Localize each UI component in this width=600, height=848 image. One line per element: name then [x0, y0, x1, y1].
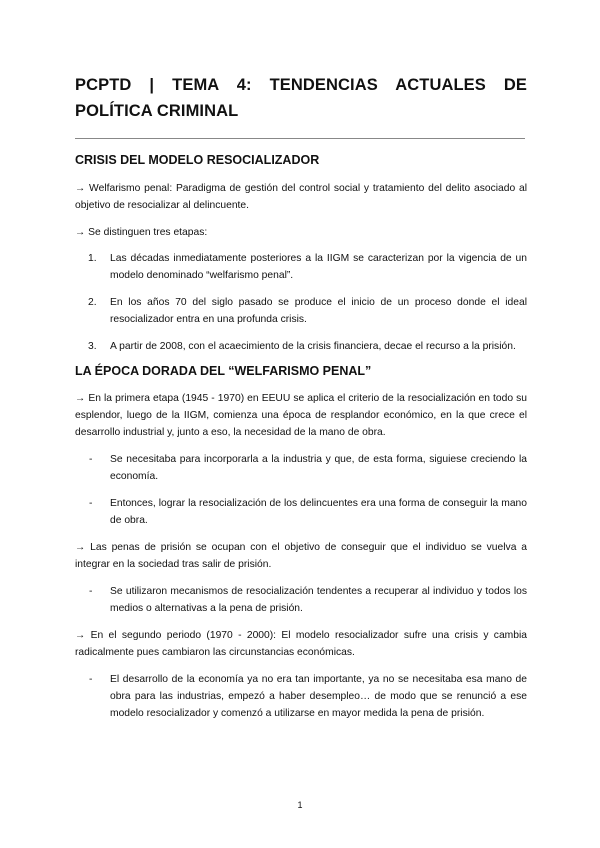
list-marker: 2. — [88, 297, 97, 308]
paragraph-welfarismo: → Welfarismo penal: Paradigma de gestión del control social y tratamiento del delito asociado al objetivo de resocializar al delincuente. — [75, 183, 527, 211]
list-marker: - — [89, 498, 93, 509]
list-marker: 1. — [88, 253, 97, 264]
bullet-list-3 — [75, 671, 527, 722]
list-item-text: El desarrollo de la economía ya no era tan importante, ya no se necesitaba esa mano de obra para las industrias, empezó a haber desempleo… de modo que se renunció a ese modelo resocializador y comenzó a utilizarse en mayor medida la pena de prisión. — [110, 674, 527, 719]
list-marker: - — [89, 454, 93, 465]
list-marker: 3. — [88, 341, 97, 352]
document-body — [75, 148, 527, 722]
list-item — [75, 495, 527, 529]
section-heading-epoca-dorada: LA ÉPOCA DORADA DEL “WELFARISMO PENAL” — [75, 364, 372, 378]
list-item-text: Las décadas inmediatamente posteriores a la IIGM se caracterizan por la vigencia de un modelo denominado “welfarismo penal”. — [110, 253, 527, 281]
paragraph-primera-etapa: → En la primera etapa (1945 - 1970) en EEUU se aplica el criterio de la resocialización en todo su esplendor, luego de la IIGM, comienza una época de resplandor económico, en la que crece el desarrollo industrial y, junto a eso, la necesidad de la mano de obra. — [75, 393, 527, 438]
section-heading-crisis: CRISIS DEL MODELO RESOCIALIZADOR — [75, 153, 320, 167]
document-title: PCPTD | TEMA 4: TENDENCIAS ACTUALES DE POLÍTICA CRIMINAL — [75, 76, 527, 120]
list-item-text: Se necesitaba para incorporarla a la industria y que, de esta forma, siguiese creciendo la economía. — [110, 454, 527, 482]
list-item — [75, 338, 527, 355]
paragraph-etapas-lead: → Se distinguen tres etapas: — [75, 227, 208, 238]
list-item — [75, 451, 527, 485]
page-number: 1 — [297, 800, 303, 810]
bullet-list-2 — [75, 583, 527, 617]
list-marker: - — [89, 586, 93, 597]
stages-list — [75, 250, 527, 355]
title-divider — [75, 138, 525, 139]
list-item — [75, 583, 527, 617]
bullet-list-1 — [75, 451, 527, 529]
list-item — [75, 250, 527, 284]
paragraph-segundo-periodo: → En el segundo periodo (1970 - 2000): El modelo resocializador sufre una crisis y cambia radicalmente pues cambiaron las circunstancias económicas. — [75, 630, 527, 658]
list-item-text: En los años 70 del siglo pasado se produce el inicio de un proceso donde el ideal resocializador entra en una profunda crisis. — [110, 297, 527, 325]
list-item — [75, 671, 527, 722]
list-item-text: Entonces, lograr la resocialización de los delincuentes era una forma de conseguir la mano de obra. — [110, 498, 527, 526]
paragraph-penas-prision: → Las penas de prisión se ocupan con el objetivo de conseguir que el individuo se vuelva a integrar en la sociedad tras salir de prisión. — [75, 542, 527, 570]
list-item-text: A partir de 2008, con el acaecimiento de la crisis financiera, decae el recurso a la prisión. — [110, 341, 516, 352]
list-item-text: Se utilizaron mecanismos de resocialización tendentes a recuperar al individuo y todos los medios o alternativas a la pena de prisión. — [110, 586, 527, 614]
list-marker: - — [89, 674, 93, 685]
list-item — [75, 294, 527, 328]
